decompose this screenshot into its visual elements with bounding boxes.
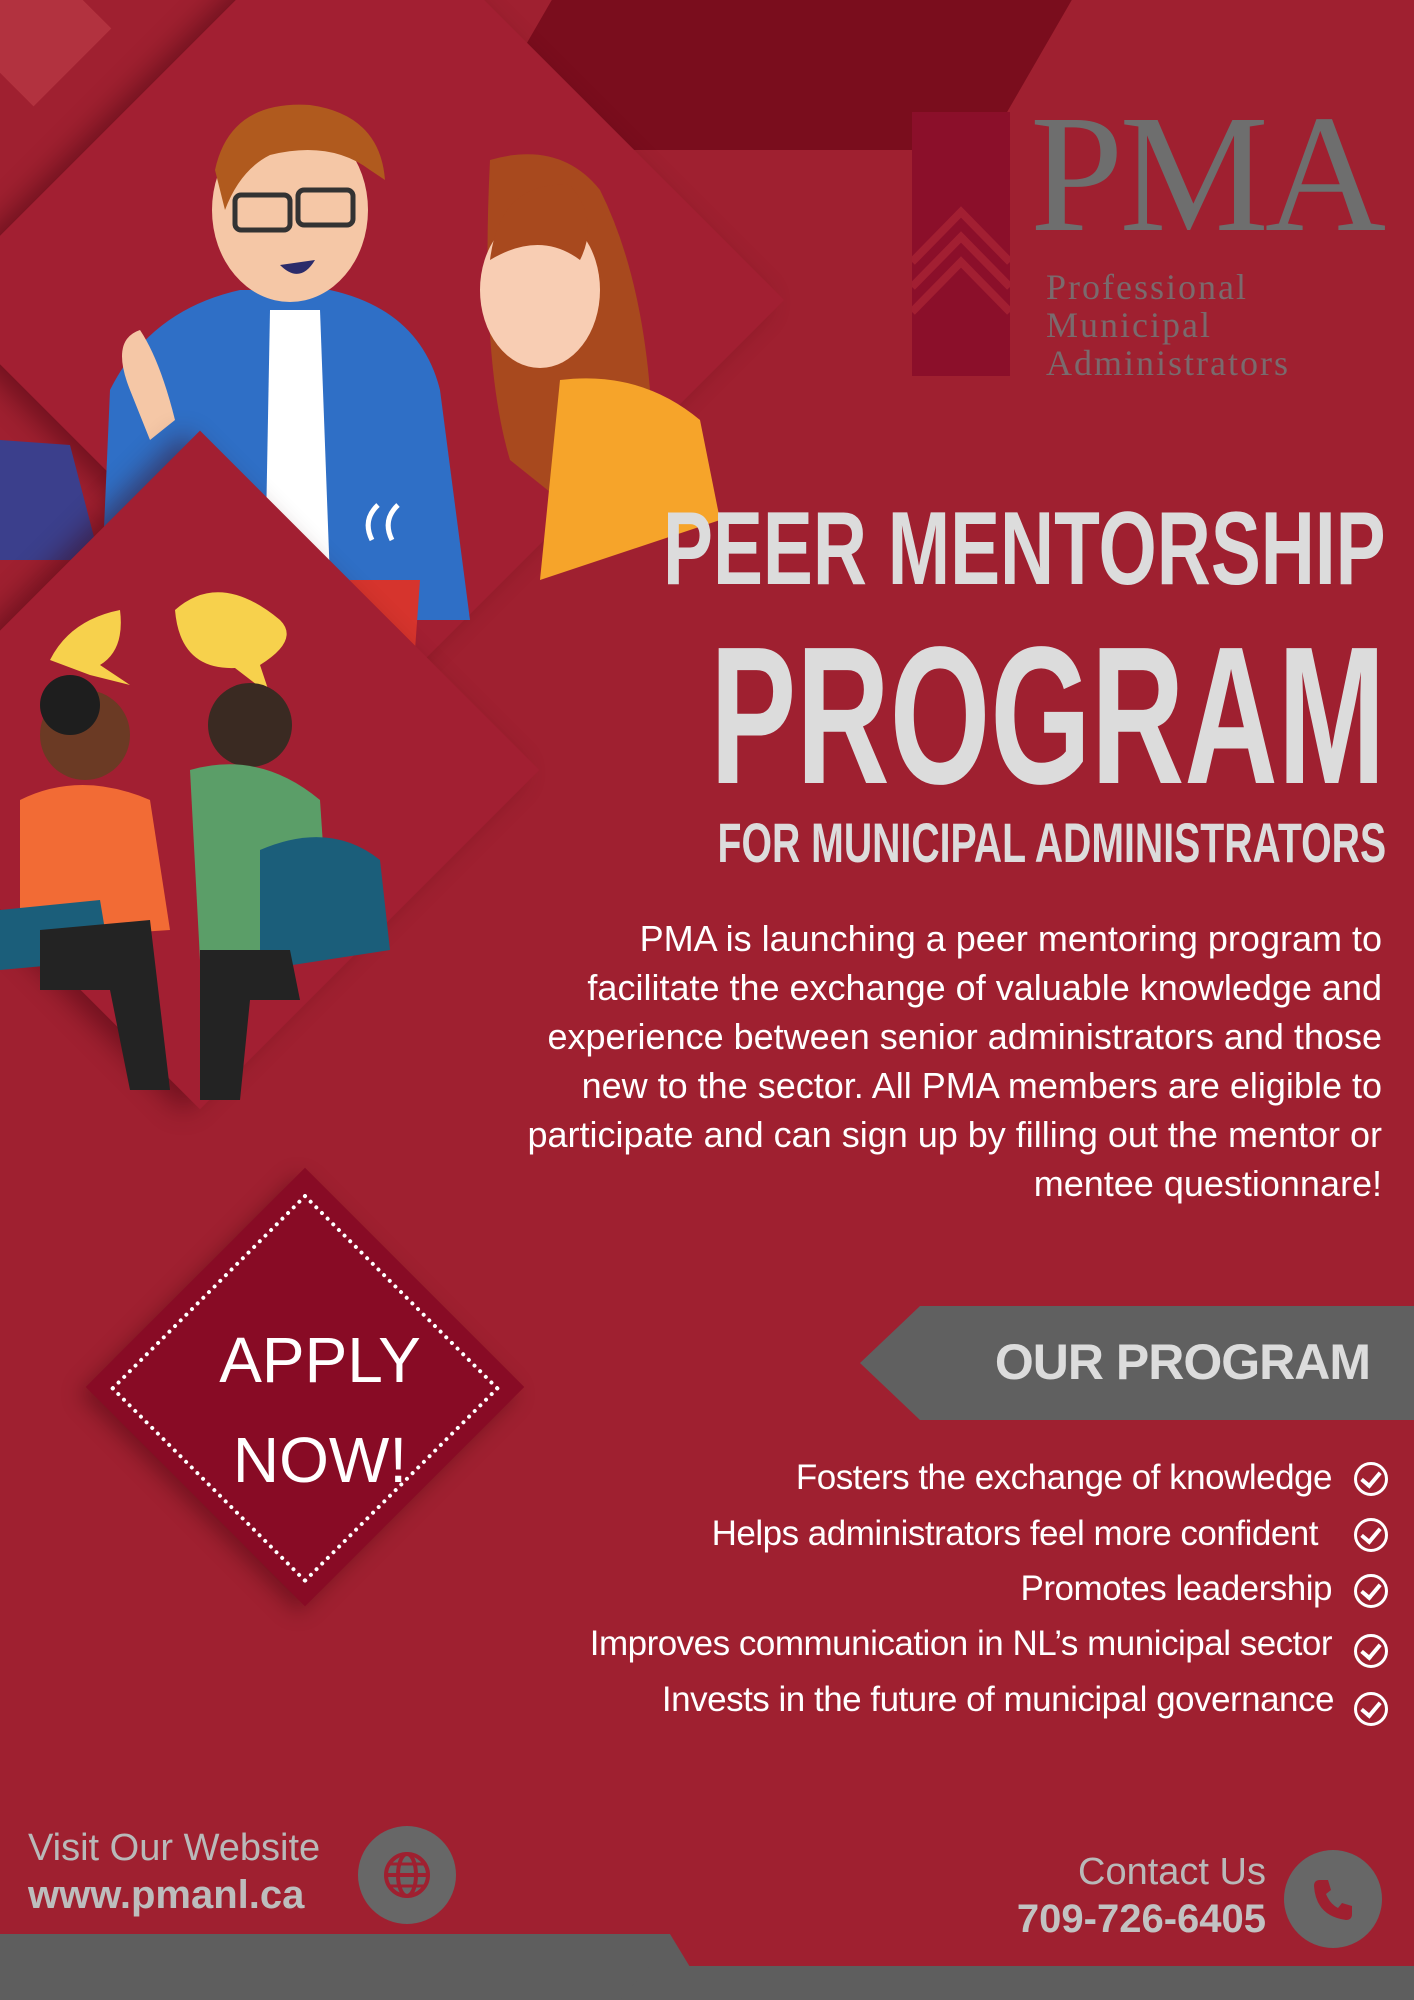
apply-now-button[interactable] bbox=[150, 1310, 490, 1510]
logo-line-administrators: Administrators bbox=[1046, 343, 1290, 383]
apply-now-line1: APPLY bbox=[219, 1324, 421, 1396]
check-circle-icon bbox=[1354, 1634, 1388, 1668]
contact-phone-number[interactable]: 709-726-6405 bbox=[1016, 1897, 1266, 1941]
our-program-title: OUR PROGRAM bbox=[994, 1334, 1370, 1390]
footer-strip-left bbox=[0, 1934, 710, 2000]
apply-now-line2: NOW! bbox=[232, 1424, 408, 1496]
benefit-item: Promotes leadership bbox=[1020, 1569, 1332, 1608]
check-circle-icon bbox=[1354, 1692, 1388, 1726]
visit-website-label: Visit Our Website bbox=[28, 1827, 321, 1869]
headline-audience: FOR MUNICIPAL ADMINISTRATORS bbox=[717, 811, 1386, 874]
logo-mark-bar bbox=[912, 112, 1010, 376]
headline-program: PROGRAM bbox=[710, 606, 1386, 825]
logo-line-professional: Professional bbox=[1046, 267, 1248, 307]
footer-strip-right bbox=[620, 1966, 1414, 2000]
intro-paragraph: PMA is launching a peer mentoring program to facilitate the exchange of valuable knowledge and experience between senior administrators and those new to the sector. All PMA members are eligible to participate and can sign up by filling out the mentor or mentee questionnare! bbox=[527, 918, 1382, 1204]
logo-line-municipal: Municipal bbox=[1046, 305, 1212, 345]
benefit-item: Fosters the exchange of knowledge bbox=[795, 1458, 1332, 1497]
check-circle-icon bbox=[1354, 1462, 1388, 1496]
counseling-illustration bbox=[0, 570, 440, 1130]
logo-subtitle bbox=[1046, 268, 1290, 382]
globe-icon[interactable] bbox=[358, 1826, 456, 1924]
check-circle-icon bbox=[1354, 1574, 1388, 1608]
check-circle-icon bbox=[1354, 1518, 1388, 1552]
contact-us-label: Contact Us bbox=[1078, 1851, 1266, 1893]
headline-peer-mentorship: PEER MENTORSHIP bbox=[663, 491, 1386, 607]
benefit-item: Helps administrators feel more confident bbox=[711, 1514, 1318, 1553]
logo-wordmark: PMA bbox=[1030, 81, 1383, 267]
benefit-item: Improves communication in NL’s municipal sector bbox=[589, 1624, 1332, 1663]
phone-icon[interactable] bbox=[1284, 1850, 1382, 1948]
website-link[interactable]: www.pmanl.ca bbox=[28, 1873, 305, 1917]
benefit-item: Invests in the future of municipal governance bbox=[661, 1680, 1334, 1719]
